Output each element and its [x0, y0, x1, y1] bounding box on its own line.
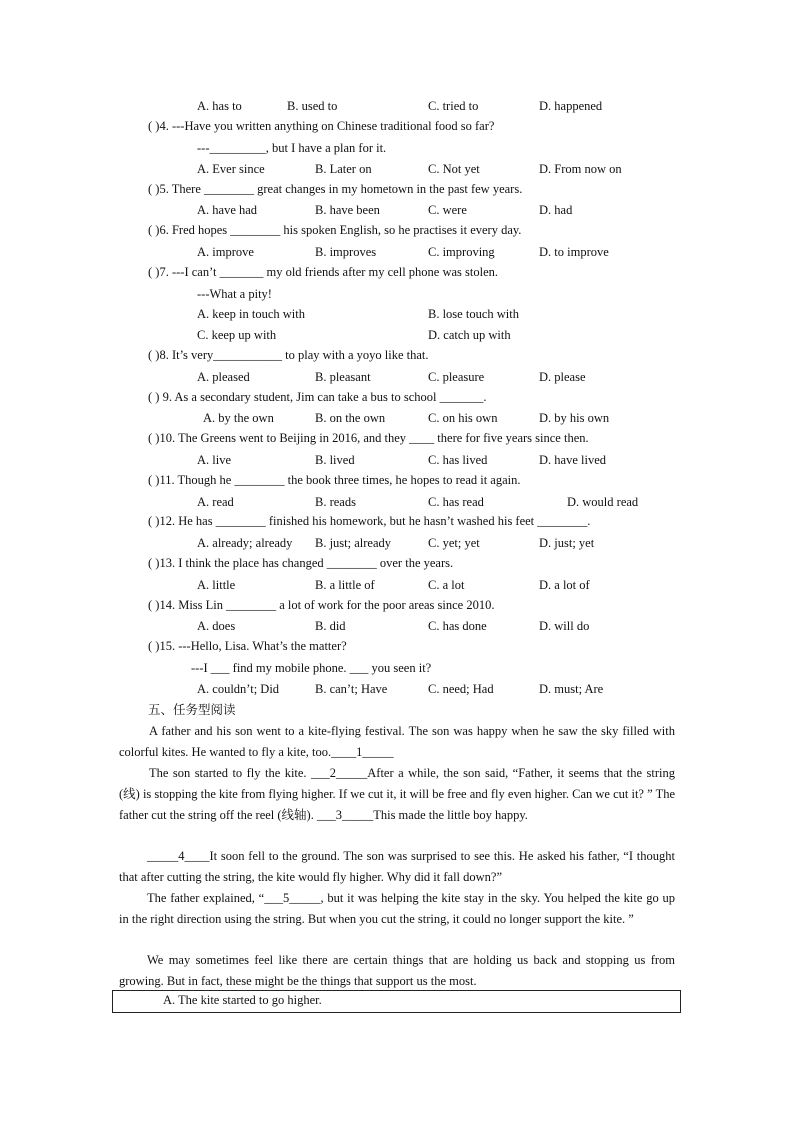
q4-option-d: D. From now on — [539, 162, 622, 176]
q3-option-a: A. has to — [197, 99, 242, 113]
q6-option-b: B. improves — [315, 245, 377, 259]
q10-number: ( )10. — [148, 431, 176, 445]
q3-option-c: C. tried to — [428, 99, 479, 113]
passage-paragraph-5: We may sometimes feel like there are certain things that are holding us back and stopping us from growing. But in fact, these might be the things that support us the most. — [119, 953, 675, 988]
q9-number: ( ) 9. — [148, 390, 172, 404]
q10-option-c: C. has lived — [428, 453, 488, 467]
q11-option-c: C. has read — [428, 495, 484, 509]
q11-option-a: A. read — [197, 495, 234, 509]
q4-number: ( )4. — [148, 119, 169, 133]
q11-stem: Though he ________ the book three times, he hopes to read it again. — [177, 473, 521, 487]
q8-option-c: C. pleasure — [428, 370, 485, 384]
q7-stem: ---I can’t _______ my old friends after my cell phone was stolen. — [171, 265, 499, 279]
q13-stem: I think the place has changed ________ over the years. — [178, 556, 454, 570]
answer-option-a: A. The kite started to go higher. — [163, 993, 322, 1007]
passage-paragraph-3: _____4____It soon fell to the ground. The son was surprised to see this. He asked his father, “I thought that after cutting the string, the kite would fly higher. Why did it fall down?” — [119, 849, 675, 884]
q13-option-a: A. little — [197, 578, 236, 592]
q14-number: ( )14. — [148, 598, 176, 612]
q7-option-b: B. lose touch with — [428, 307, 519, 321]
q8-number: ( )8. — [148, 348, 169, 362]
q14-question — [148, 598, 494, 613]
q15-number: ( )15. — [148, 639, 176, 653]
q12-stem: He has ________ finished his homework, but he hasn’t washed his feet ________. — [178, 514, 591, 528]
q6-number: ( )6. — [148, 223, 169, 237]
q11-number: ( )11. — [148, 473, 175, 487]
q7-number: ( )7. — [148, 265, 169, 279]
q14-option-a: A. does — [197, 619, 236, 633]
q12-question — [148, 514, 590, 529]
q3-option-b: B. used to — [287, 99, 338, 113]
q13-option-d: D. a lot of — [539, 578, 590, 592]
q4-option-a: A. Ever since — [197, 162, 265, 176]
q10-option-d: D. have lived — [539, 453, 606, 467]
q6-option-d: D. to improve — [539, 245, 609, 259]
q15-option-c: C. need; Had — [428, 682, 494, 696]
q13-option-c: C. a lot — [428, 578, 465, 592]
q11-option-d: D. would read — [567, 495, 639, 509]
q8-stem: It’s very___________ to play with a yoyo like that. — [171, 348, 429, 362]
q7-reply: ---What a pity! — [197, 287, 272, 301]
q13-option-b: B. a little of — [315, 578, 375, 592]
q4-reply: ---_________, but I have a plan for it. — [197, 141, 387, 155]
q15-stem: ---Hello, Lisa. What’s the matter? — [178, 639, 347, 653]
q12-option-a: A. already; already — [197, 536, 293, 550]
q5-number: ( )5. — [148, 182, 169, 196]
answer-options-box — [112, 990, 681, 1013]
q7-option-d: D. catch up with — [428, 328, 511, 342]
q6-question — [148, 223, 521, 238]
q11-option-b: B. reads — [315, 495, 356, 509]
q4-option-b: B. Later on — [315, 162, 372, 176]
q8-option-d: D. please — [539, 370, 586, 384]
q12-number: ( )12. — [148, 514, 176, 528]
q13-question — [148, 556, 453, 571]
passage-paragraph-1: A father and his son went to a kite-flying festival. The son was happy when he saw the sky filled with colorful kites. He wanted to fly a kite, too.____1_____ — [119, 724, 675, 759]
q9-stem: As a secondary student, Jim can take a bus to school _______. — [174, 390, 487, 404]
q4-question — [148, 119, 494, 134]
q5-option-d: D. had — [539, 203, 573, 217]
q14-option-d: D. will do — [539, 619, 590, 633]
passage-paragraph-4: The father explained, “___5_____, but it was helping the kite stay in the sky. You helped the kite go up in the right direction using the string. But when you cut the string, it could no longer support the kite. ” — [119, 891, 675, 926]
q8-option-a: A. pleased — [197, 370, 250, 384]
q12-option-b: B. just; already — [315, 536, 392, 550]
q9-option-d: D. by his own — [539, 411, 610, 425]
q6-option-c: C. improving — [428, 245, 495, 259]
q9-option-b: B. on the own — [315, 411, 386, 425]
q5-option-a: A. have had — [197, 203, 258, 217]
q13-number: ( )13. — [148, 556, 176, 570]
q14-stem: Miss Lin ________ a lot of work for the poor areas since 2010. — [178, 598, 495, 612]
q10-option-a: A. live — [197, 453, 232, 467]
q15-option-d: D. must; Are — [539, 682, 604, 696]
q7-option-c: C. keep up with — [197, 328, 277, 342]
q15-option-a: A. couldn’t; Did — [197, 682, 280, 696]
q9-question — [148, 390, 486, 405]
q9-option-c: C. on his own — [428, 411, 498, 425]
section-title: 五、任务型阅读 — [148, 702, 236, 717]
q15-reply: ---I ___ find my mobile phone. ___ you seen it? — [191, 661, 432, 675]
q9-option-a: A. by the own — [203, 411, 274, 425]
q10-question — [148, 431, 589, 446]
q5-stem: There ________ great changes in my hometown in the past few years. — [171, 182, 523, 196]
q6-option-a: A. improve — [197, 245, 254, 259]
q8-option-b: B. pleasant — [315, 370, 371, 384]
q7-option-a: A. keep in touch with — [197, 307, 305, 321]
q5-option-c: C. were — [428, 203, 467, 217]
q10-stem: The Greens went to Beijing in 2016, and they ____ there for five years since then. — [177, 431, 589, 445]
q12-option-d: D. just; yet — [539, 536, 595, 550]
q4-stem: ---Have you written anything on Chinese traditional food so far? — [171, 119, 495, 133]
q5-question — [148, 182, 522, 197]
q10-option-b: B. lived — [315, 453, 355, 467]
q8-question — [148, 348, 429, 363]
passage-paragraph-2: The son started to fly the kite. ___2_____After a while, the son said, “Father, it seems that the string (线) is stopping the kite from flying higher. If we cut it, it will be free and fly even higher. Can we cut it? ” The father cut the string off the reel (线轴). ___3_____This made the little boy happy. — [119, 766, 675, 822]
q4-option-c: C. Not yet — [428, 162, 480, 176]
q3-option-d: D. happened — [539, 99, 603, 113]
q6-stem: Fred hopes ________ his spoken English, so he practises it every day. — [171, 223, 522, 237]
q5-option-b: B. have been — [315, 203, 380, 217]
q12-option-c: C. yet; yet — [428, 536, 480, 550]
q15-option-b: B. can’t; Have — [315, 682, 388, 696]
q14-option-b: B. did — [315, 619, 346, 633]
q14-option-c: C. has done — [428, 619, 487, 633]
q7-question — [148, 265, 498, 280]
q11-question — [148, 473, 521, 488]
q15-question — [148, 639, 347, 654]
